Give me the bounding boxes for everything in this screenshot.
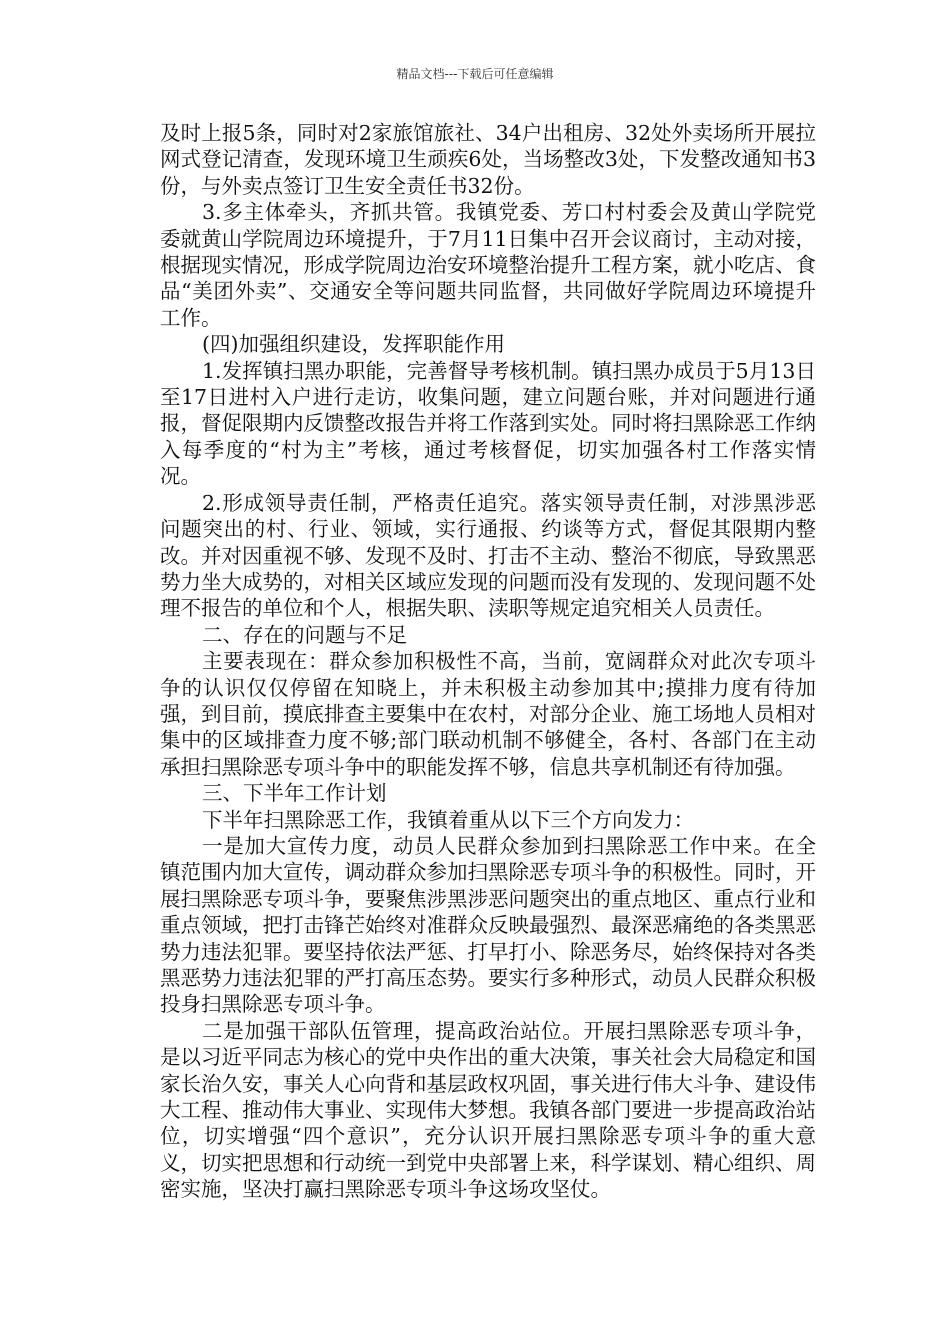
document-body (160, 120, 816, 1203)
paragraph: 二是加强干部队伍管理，提高政治站位。开展扫黑除恶专项斗争，是以习近平同志为核心的党中央作出的重大决策，事关社会大局稳定和国家长治久安，事关人心向背和基层政权巩固，事关进行伟大斗争、建设伟大工程、推动伟大事业、实现伟大梦想。我镇各部门要进一步提高政治站位，切实增强“四个意识”，充分认识开展扫黑除恶专项斗争的重大意义，切实把思想和行动统一到党中央部署上来，科学谋划、精心组织、周密实施，坚决打赢扫黑除恶专项斗争这场攻坚仗。 (160, 1018, 816, 1202)
section-heading: 二、存在的问题与不足 (202, 622, 407, 647)
section-heading: 三、下半年工作计划 (202, 781, 387, 806)
paragraph: 及时上报5条，同时对2家旅馆旅社、34户出租房、32处外卖场所开展拉网式登记清查，发现环境卫生顽疾6处，当场整改3处，下发整改通知书3份，与外卖点签订卫生安全责任书32份。 (160, 121, 816, 198)
paragraph: 2.形成领导责任制，严格责任追究。落实领导责任制，对涉黑涉恶问题突出的村、行业、领域，实行通报、约谈等方式，督促其限期内整改。并对因重视不够、发现不及时、打击不主动、整治不彻底，导致黑恶势力坐大成势的，对相关区域应发现的问题而没有发现的、发现问题不处理不报告的单位和个人，根据失职、渎职等规定追究相关人员责任。 (160, 490, 816, 621)
paragraph: 主要表现在：群众参加积极性不高，当前，宽阔群众对此次专项斗争的认识仅仅停留在知晓上，并未积极主动参加其中;摸排力度有待加强，到目前，摸底排查主要集中在农村，对部分企业、施工场地人员相对集中的区域排查力度不够;部门联动机制不够健全，各村、各部门在主动承担扫黑除恶专项斗争中的职能发挥不够，信息共享机制还有待加强。 (160, 649, 816, 779)
page-header-note: 精品文档---下载后可任意编辑 (396, 67, 554, 81)
paragraph: 3.多主体牵头，齐抓共管。我镇党委、芳口村村委会及黄山学院党委就黄山学院周边环境提升，于7月11日集中召开会议商讨，主动对接，根据现实情况，形成学院周边治安环境整治提升工程方案，就小吃店、食品“美团外卖”、交通安全等问题共同监督，共同做好学院周边环境提升工作。 (160, 200, 816, 330)
paragraph: 下半年扫黑除恶工作，我镇着重从以下三个方向发力： (202, 807, 694, 832)
section-heading: (四)加强组织建设，发挥职能作用 (202, 332, 505, 357)
paragraph: 1.发挥镇扫黑办职能，完善督导考核机制。镇扫黑办成员于5月13日至17日进村入户进行走访，收集问题，建立问题台账，并对问题进行通报，督促限期内反馈整改报告并将工作落到实处。同时将扫黑除恶工作纳入每季度的“村为主”考核，通过考核督促，切实加强各村工作落实情况。 (160, 358, 816, 489)
paragraph: 一是加大宣传力度，动员人民群众参加到扫黑除恶工作中来。在全镇范围内加大宣传，调动群众参加扫黑除恶专项斗争的积极性。同时，开展扫黑除恶专项斗争，要聚焦涉黑涉恶问题突出的重点地区、重点行业和重点领域，把打击锋芒始终对准群众反映最强烈、最深恶痛绝的各类黑恶势力违法犯罪。要坚持依法严惩、打早打小、除恶务尽，始终保持对各类黑恶势力违法犯罪的严打高压态势。要实行多种形式，动员人民群众积极投身扫黑除恶专项斗争。 (160, 833, 816, 1017)
